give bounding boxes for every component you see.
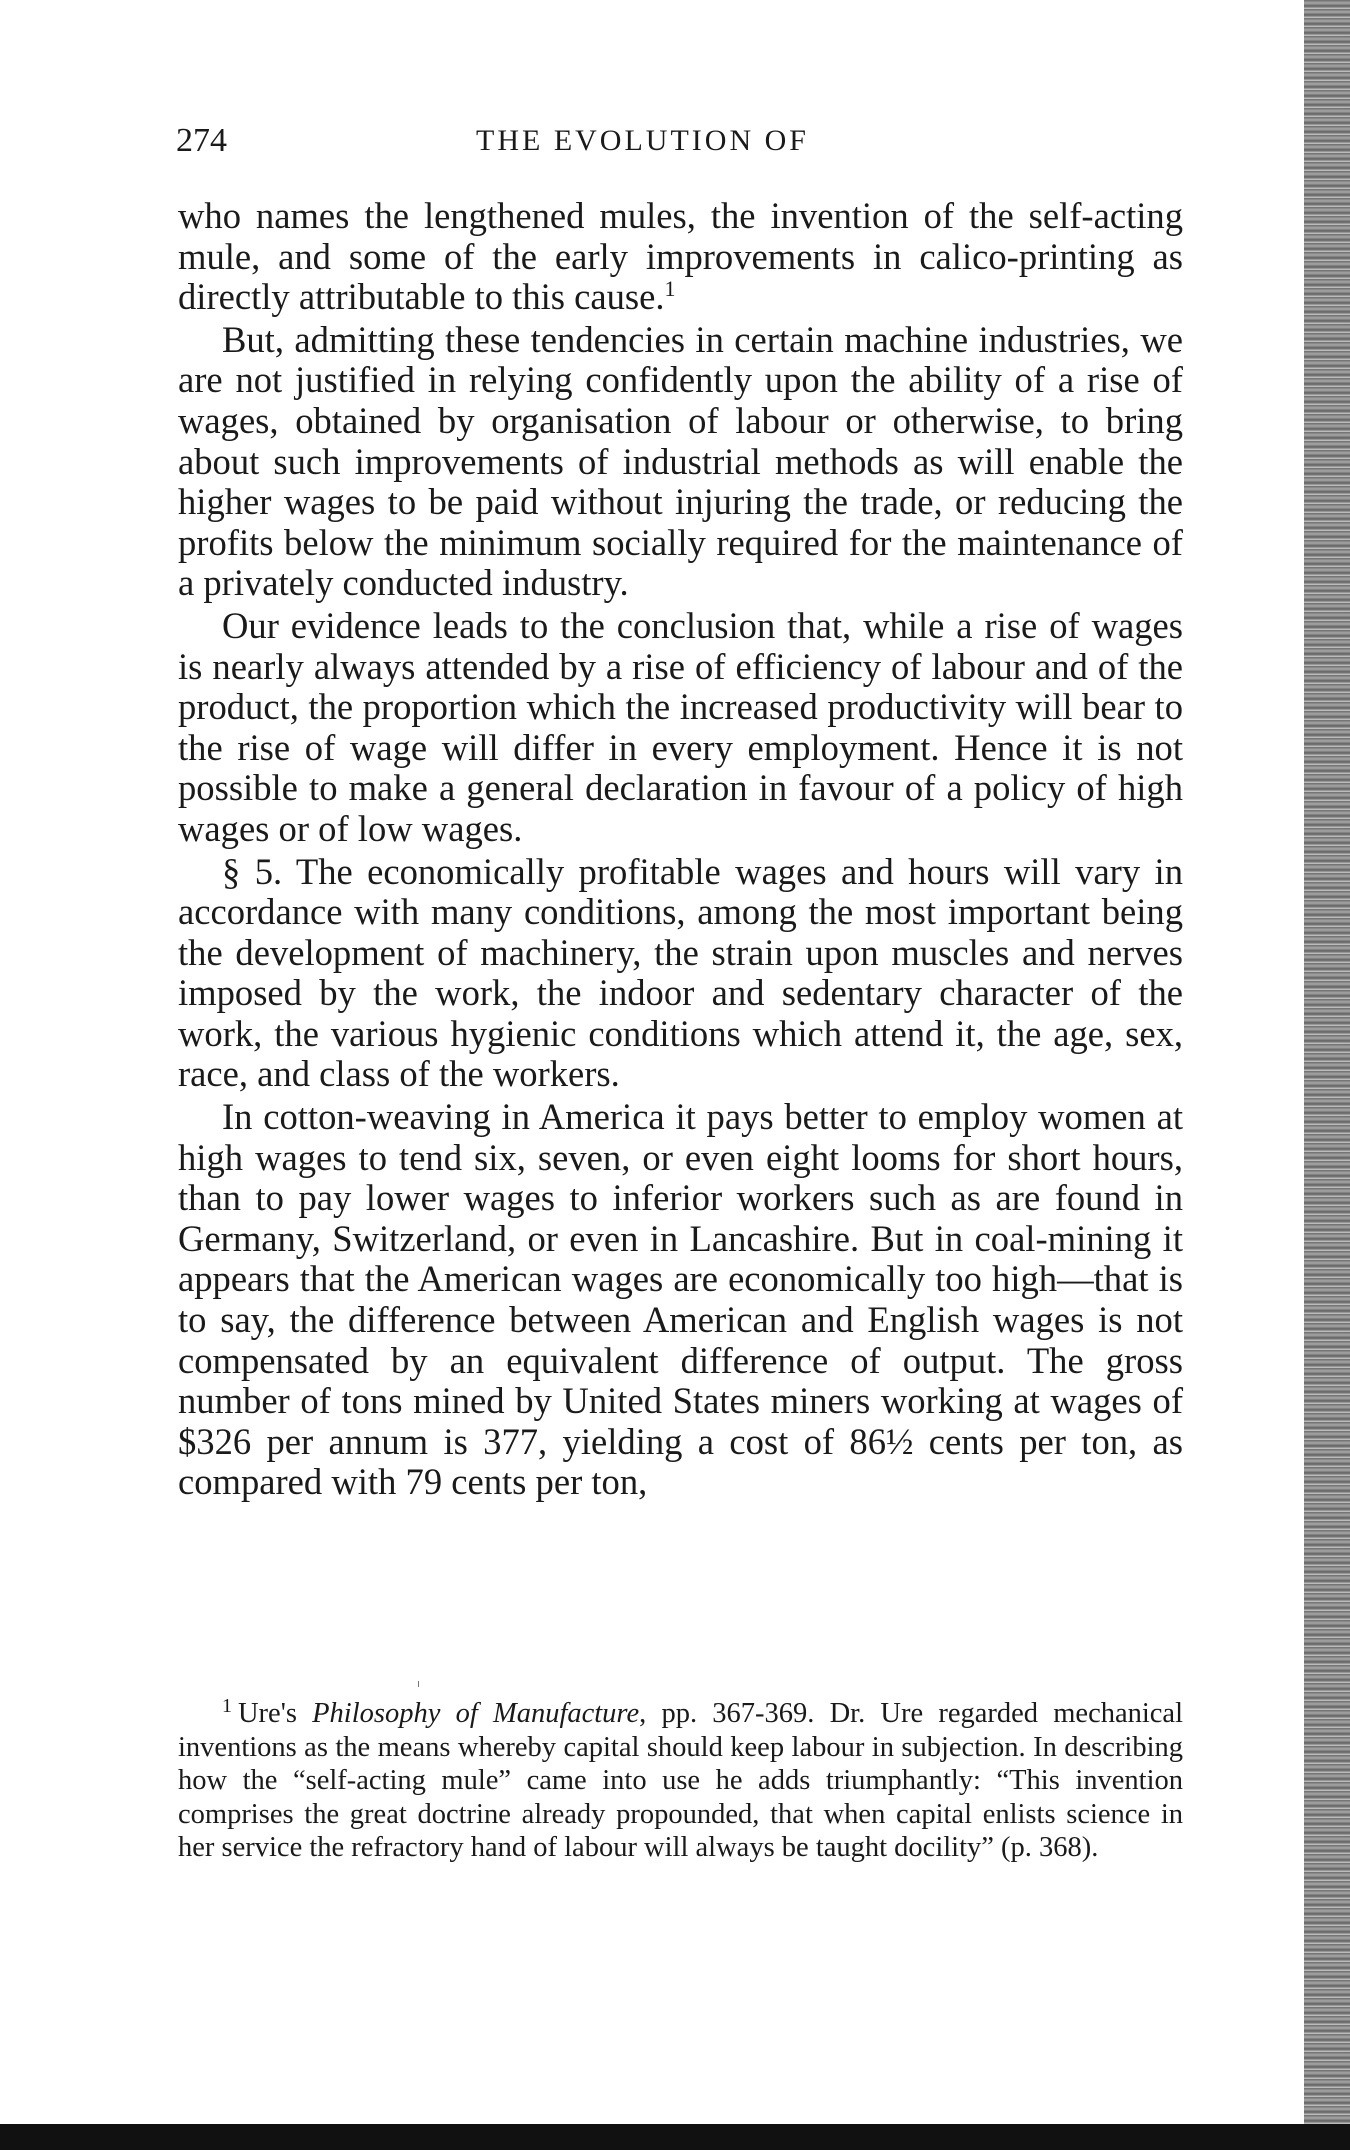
paragraph-4-section-5: § 5. The economically profitable wages and hours will vary in accordance with many conditions, among the most important being the development of machinery, the strain upon muscles and nerves imposed by the work, the indoor and sedentary character of the work, the various hygienic conditions which attend it, the age, sex, race, and class of the workers.: [178, 850, 1183, 1095]
scan-bottom-border: [0, 2124, 1350, 2150]
footnote-divider: [418, 1681, 419, 1687]
page-number: 274: [176, 122, 227, 159]
footnote-body: , pp. 367-369. Dr. Ure regarded mechanical inventions as the means whereby capital should keep labour in subjection. In describing how the “self-acting mule” came into use he adds triumphantly: “This invention comprises the great doctrine already propounded, that when capital enlists science in her service the refractory hand of labour will always be taught docility” (p. 368).: [178, 1698, 1184, 1863]
scanned-page-edge: [1304, 0, 1350, 2124]
paragraph-1-text: who names the lengthened mules, the invention of the self-acting mule, and some of the early improvements in calico-printing as directly attributable to this cause.: [178, 195, 1183, 318]
footnote: [178, 1694, 1184, 1865]
running-title: THE EVOLUTION OF: [476, 124, 809, 157]
footnote-text: [178, 1694, 1184, 1865]
running-head: [176, 122, 1186, 172]
footnote-book-title: Philosophy of Manufacture: [312, 1698, 640, 1729]
paragraph-3: Our evidence leads to the conclusion that, while a rise of wages is nearly always attended by a rise of efficiency of labour and of the product, the proportion which the increased productivity will bear to the rise of wage will differ in every employment. Hence it is not possible to make a general declaration in favour of a policy of high wages or of low wages.: [178, 604, 1183, 849]
paragraph-2: But, admitting these tendencies in certain machine industries, we are not justified in relying confidently upon the ability of a rise of wages, obtained by organisation of labour or otherwise, to bring about such improvements of industrial methods as will enable the higher wages to be paid without injuring the trade, or reducing the profits below the minimum socially required for the maintenance of a privately conducted industry.: [178, 318, 1183, 604]
body-text: [178, 196, 1183, 1503]
footnote-marker: 1: [222, 1694, 232, 1717]
footnote-reference: 1: [664, 276, 676, 301]
paragraph-5: In cotton-weaving in America it pays better to employ women at high wages to tend six, seven, or even eight looms for short hours, than to pay lower wages to inferior workers such as are found in Germany, Switzerland, or even in Lancashire. But in coal-mining it appears that the American wages are economically too high—that is to say, the difference between American and English wages is not compensated by an equivalent difference of output. The gross number of tons mined by United States miners working at wages of $326 per annum is 377, yielding a cost of 86½ cents per ton, as compared with 79 cents per ton,: [178, 1096, 1183, 1503]
paragraph-1: [178, 196, 1183, 318]
footnote-lead: Ure's: [237, 1698, 297, 1729]
